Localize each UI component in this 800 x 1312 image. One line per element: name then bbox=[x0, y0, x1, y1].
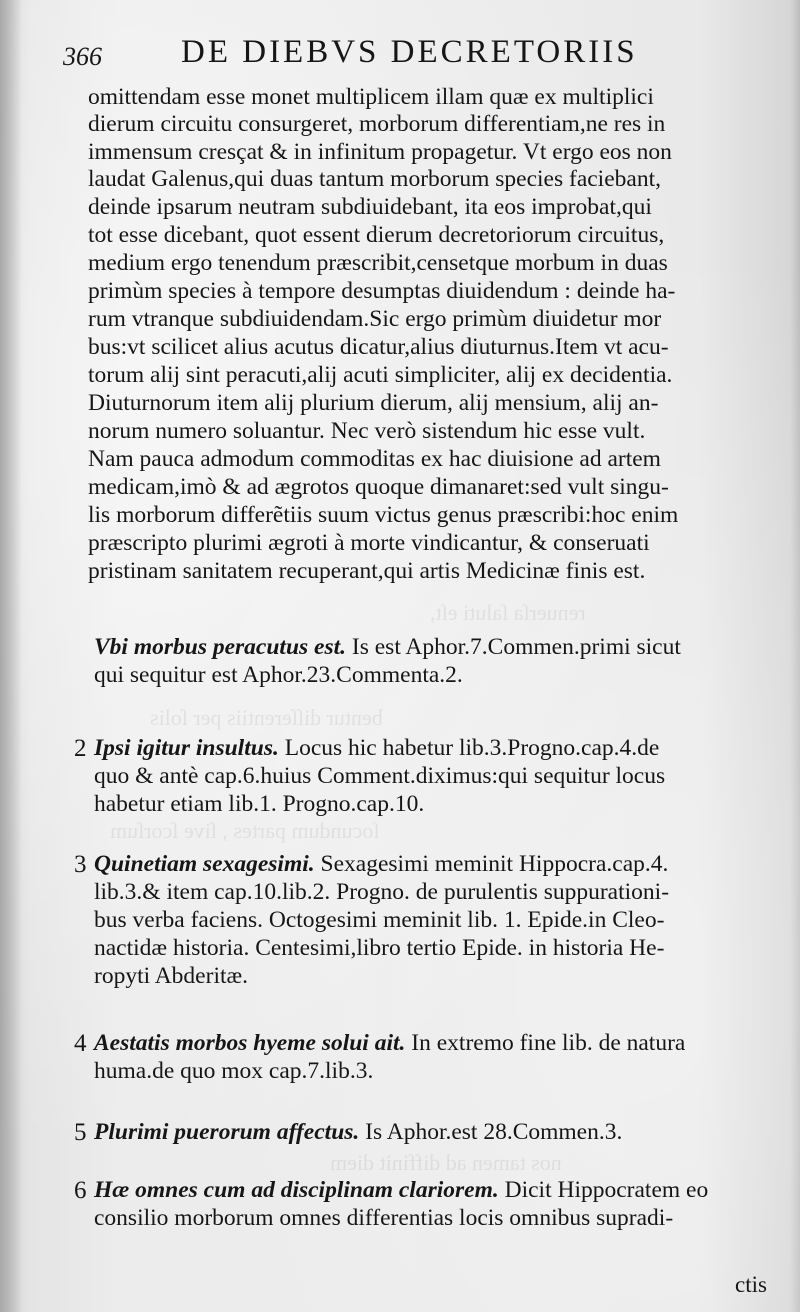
annotation-line bbox=[94, 1177, 708, 1204]
annotation-line bbox=[94, 1119, 622, 1146]
page-header bbox=[63, 34, 783, 80]
annotation-lemma: Vbi morbus peracutus est. bbox=[94, 634, 347, 660]
body-line: medicam,imò & ad ægrotos quoque dimanaret:sed vult singu- bbox=[88, 474, 669, 500]
show-through-text: bentur diſſerentiis per ſolis bbox=[150, 705, 383, 730]
annotation-number: 2 bbox=[74, 735, 87, 762]
annotation-lemma: Aestatis morbos hyeme solui ait. bbox=[94, 1030, 406, 1056]
show-through-text: renuerſa ſaluti eſt, bbox=[430, 600, 586, 625]
annotation-line: consilio morborum omnes differentias locis omnibus supradi- bbox=[94, 1205, 674, 1231]
annotation-lemma: Ipsi igitur insultus. bbox=[94, 735, 279, 761]
body-line: Diuturnorum item alij plurium dierum, alij mensium, alij an- bbox=[88, 390, 659, 416]
body-line: primùm species à tempore desumptas diuidendum : deinde ha- bbox=[88, 278, 676, 304]
catchword: ctis bbox=[735, 1272, 767, 1297]
annotation-line: lib.3.& item cap.10.lib.2. Progno. de purulentis suppurationi- bbox=[94, 879, 670, 905]
annotation-text: Locus hic habetur lib.3.Progno.cap.4.de bbox=[278, 735, 660, 761]
body-line: bus:vt scilicet alius acutus dicatur,alius diuturnus.Item vt acu- bbox=[88, 334, 669, 360]
body-line: norum numero soluantur. Nec verò sistendum hic esse vult. bbox=[88, 418, 646, 444]
annotation-line: bus verba faciens. Octogesimi meminit lib. 1. Epide.in Cleo- bbox=[94, 907, 665, 933]
body-line: medium ergo tenendum præscribit,censetque morbum in duas bbox=[88, 250, 668, 276]
annotation-number: 4 bbox=[74, 1030, 87, 1057]
annotation-lemma: Hæ omnes cum ad disciplinam clariorem. bbox=[94, 1177, 499, 1203]
body-line: præscripto plurimi ægroti à morte vindicantur, & conseruati bbox=[88, 530, 650, 556]
annotation-line: habetur etiam lib.1. Progno.cap.10. bbox=[94, 791, 425, 817]
page-gutter-shadow bbox=[0, 0, 22, 1312]
body-line: pristinam sanitatem recuperant,qui artis Medicinæ finis est. bbox=[88, 558, 646, 584]
annotation-number: 3 bbox=[74, 851, 87, 878]
annotation-lemma: Quinetiam sexagesimi. bbox=[94, 851, 315, 877]
show-through-text: ſocundum partes , ſive ſcorſum bbox=[110, 818, 380, 843]
body-line: immensum cresçat & in infinitum propagetur. Vt ergo eos non bbox=[88, 139, 672, 165]
annotation-line: ropyti Abderitæ. bbox=[94, 963, 249, 989]
annotation-text: Dicit Hippocratem eo bbox=[498, 1177, 709, 1203]
annotation-text: Is est Aphor.7.Commen.primi sicut bbox=[346, 634, 681, 660]
body-line: Nam pauca admodum commoditas ex hac diuisione ad artem bbox=[88, 446, 661, 472]
annotation-line bbox=[94, 851, 668, 878]
annotation-line: huma.de quo mox cap.7.lib.3. bbox=[94, 1058, 374, 1084]
annotation-lemma: Plurimi puerorum affectus. bbox=[94, 1119, 360, 1145]
page-number: 366 bbox=[63, 42, 102, 71]
annotation-line: qui sequitur est Aphor.23.Commenta.2. bbox=[94, 662, 463, 688]
annotation-line bbox=[94, 735, 659, 762]
annotation-line bbox=[94, 634, 681, 661]
body-line: deinde ipsarum neutram subdiuidebant, ita eos improbat,qui bbox=[88, 194, 652, 220]
body-line: lis morborum differẽtiis suum victus genus præscribi:hoc enim bbox=[88, 502, 679, 528]
annotation-text: Sexagesimi meminit Hippocra.cap.4. bbox=[314, 851, 669, 877]
annotation-number: 5 bbox=[74, 1119, 87, 1146]
body-line: rum vtranque subdiuidendam.Sic ergo primùm diuidetur mor bbox=[88, 306, 662, 332]
running-head: DE DIEBVS DECRETORIIS bbox=[181, 34, 638, 70]
annotation-text: In extremo fine lib. de natura bbox=[405, 1030, 686, 1056]
body-line: omittendam esse monet multiplicem illam quæ ex multiplici bbox=[88, 84, 654, 110]
annotation-line: quo & antè cap.6.huius Comment.diximus:qui sequitur locus bbox=[94, 763, 666, 789]
annotation-line bbox=[94, 1030, 685, 1057]
body-line: torum alij sint peracuti,alij acuti simpliciter, alij ex decidentia. bbox=[88, 362, 673, 388]
annotation-text: Is Aphor.est 28.Commen.3. bbox=[359, 1119, 623, 1145]
annotation-line: nactidæ historia. Centesimi,libro tertio Epide. in historia He- bbox=[94, 935, 665, 961]
body-line: laudat Galenus,qui duas tantum morborum species faciebant, bbox=[88, 166, 661, 192]
body-line: dierum circuitu consurgeret, morborum differentiam,ne res in bbox=[88, 111, 666, 137]
body-line: tot esse dicebant, quot essent dierum decretoriorum circuitus, bbox=[88, 222, 665, 248]
show-through-text: nos tamen ad diffinit diem bbox=[330, 1150, 562, 1175]
annotation-number: 6 bbox=[74, 1177, 87, 1204]
